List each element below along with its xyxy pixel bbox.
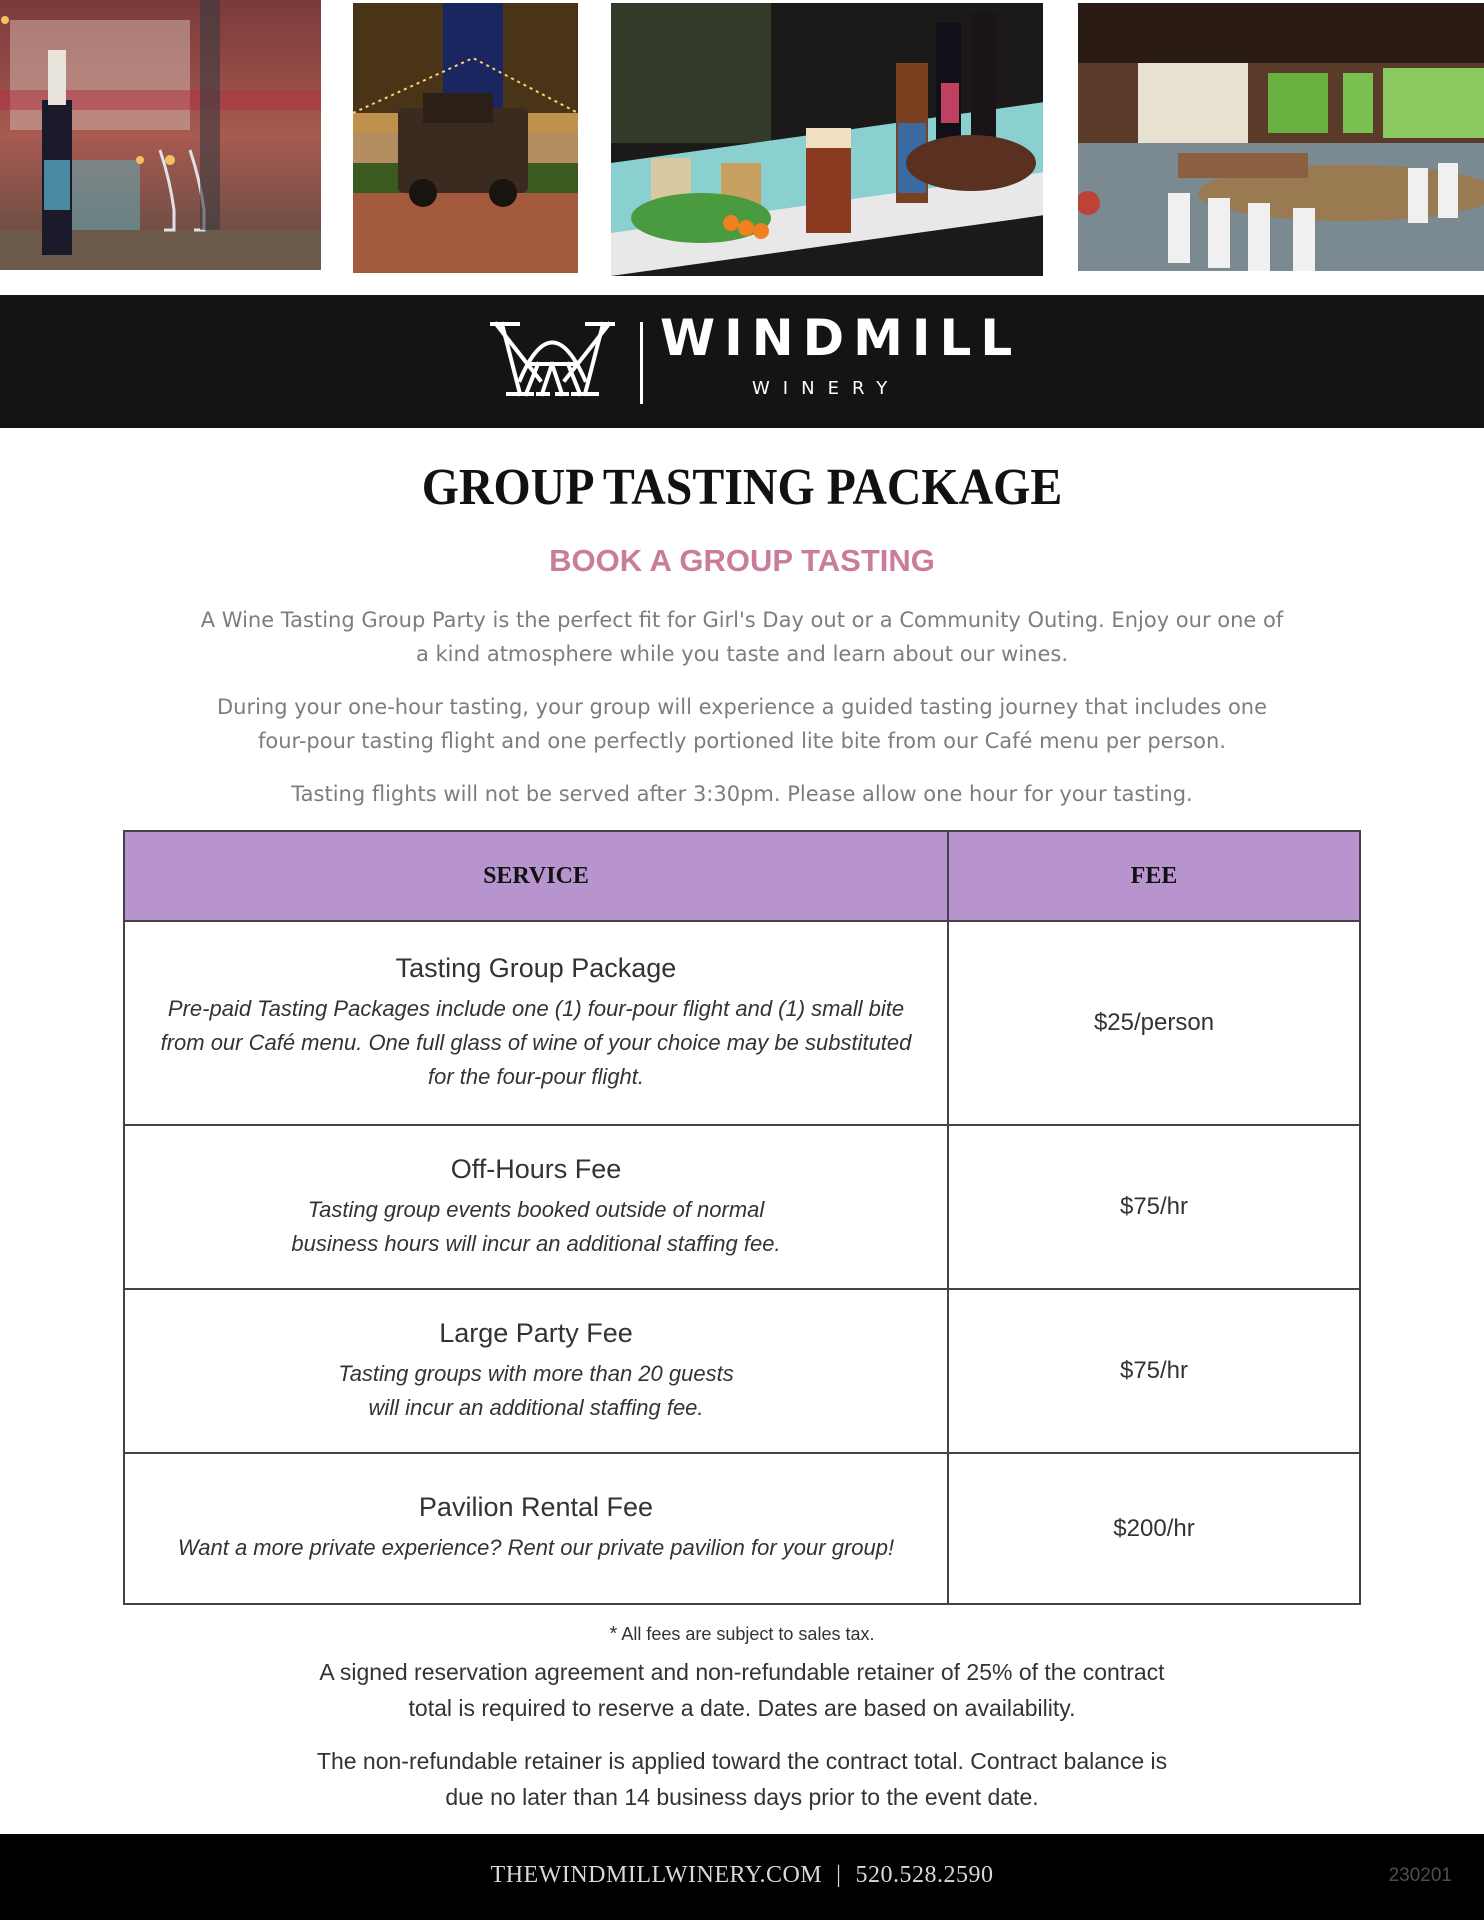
service-name: Off-Hours Fee (450, 1153, 622, 1184)
page-subtitle: BOOK A GROUP TASTING (549, 543, 935, 578)
footer (0, 1834, 1484, 1920)
vintage-truck-string-lights-photo (353, 3, 578, 273)
intro-paragraph: During your one-hour tasting, your group will experience a guided tasting journey that includes one four-pour tasting flight and one perfectly portioned lite bite from our Café menu per person. (216, 695, 1268, 753)
page-title: GROUP TASTING PACKAGE (421, 459, 1063, 516)
terms-paragraph: The non-refundable retainer is applied toward the contract total. Contract balance is due no later than 14 business days prior to the event date. (316, 1748, 1168, 1810)
service-cell (124, 1125, 948, 1289)
service-description: Tasting group events booked outside of normal business hours will incur an additional staffing fee. (291, 1196, 781, 1256)
document-code: 230201 (1388, 1865, 1452, 1886)
brand-banner (0, 295, 1484, 428)
food-and-drinks-photo (611, 3, 1043, 276)
website-link[interactable]: THEWINDMILLWINERY.COM (490, 1862, 823, 1888)
windmill-logo-icon (490, 320, 615, 400)
fee-cell: $75/hr (948, 1289, 1360, 1453)
footer-contact (0, 1862, 1484, 1889)
service-description: Tasting groups with more than 20 guests will incur an additional staffing fee. (338, 1360, 734, 1420)
fee-cell: $200/hr (948, 1453, 1360, 1604)
table-row (124, 1125, 1360, 1289)
table-header-row (124, 831, 1360, 921)
service-description: Pre-paid Tasting Packages include one (1) four-pour flight and (1) small bite from our Café menu. One full glass of wine of your choice may be substituted for the four-pour flight. (160, 995, 912, 1089)
service-cell (124, 1453, 948, 1604)
fee-cell: $25/person (948, 921, 1360, 1125)
intro-paragraph: A Wine Tasting Group Party is the perfect fit for Girl's Day out or a Community Outing. Enjoy our one of a kind atmosphere while you taste and learn about our wines. (200, 608, 1284, 666)
footer-separator: | (836, 1862, 842, 1888)
service-description: Want a more private experience? Rent our private pavilion for your group! (177, 1535, 895, 1560)
fee-cell: $75/hr (948, 1125, 1360, 1289)
table-row (124, 1453, 1360, 1604)
pavilion-interior-photo (1078, 3, 1484, 271)
table-row (124, 921, 1360, 1125)
phone-number[interactable]: 520.528.2590 (855, 1862, 994, 1888)
intro-paragraph: Tasting flights will not be served after 3:30pm. Please allow one hour for your tasting. (291, 782, 1193, 806)
terms-paragraph: A signed reservation agreement and non-refundable retainer of 25% of the contract total is required to reserve a date. Dates are based on availability. (319, 1659, 1165, 1721)
service-cell (124, 921, 948, 1125)
fee-table (123, 830, 1361, 1605)
service-name: Pavilion Rental Fee (418, 1492, 654, 1522)
brand-subname: WINERY (752, 378, 901, 399)
column-header-service: SERVICE (124, 831, 948, 921)
service-name: Tasting Group Package (395, 952, 677, 983)
column-header-fee: FEE (948, 831, 1360, 921)
wine-bottle-patio-photo (0, 0, 321, 270)
service-name: Large Party Fee (439, 1317, 633, 1348)
logo-divider (640, 322, 643, 404)
tax-note-text: All fees are subject to sales tax. (621, 1624, 875, 1644)
service-cell (124, 1289, 948, 1453)
asterisk-icon: * (609, 1623, 618, 1645)
brand-name: WINDMILL (660, 309, 1022, 367)
table-row (124, 1289, 1360, 1453)
tax-note (0, 1623, 1484, 1646)
